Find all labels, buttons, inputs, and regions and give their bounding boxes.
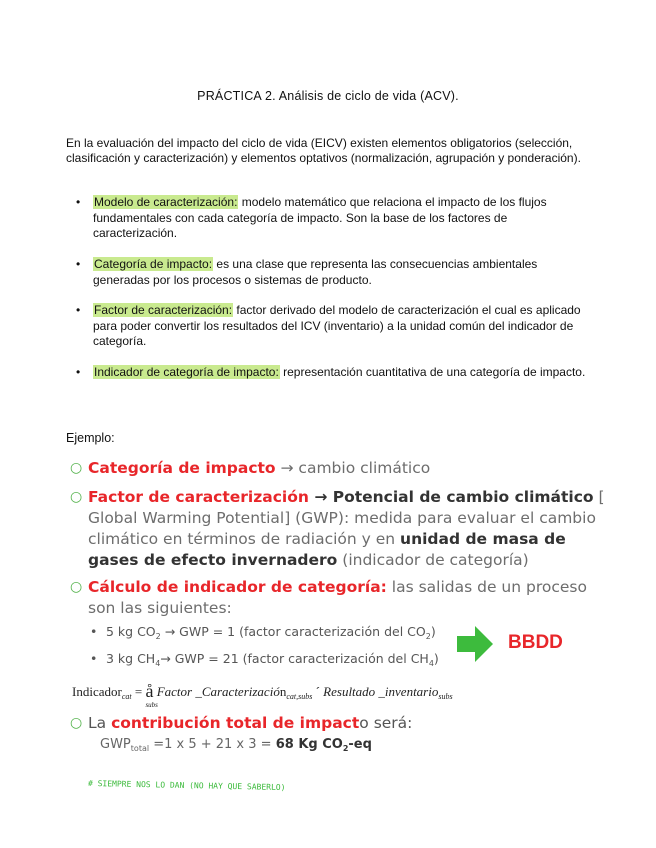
definition-text: modelo matemático que relaciona el impacto de los flujos fundamentales con cada categoría de impacto. Son la base de los factores de caracterización. xyxy=(93,195,547,240)
example-label: Ejemplo: xyxy=(66,431,115,445)
definition-item xyxy=(76,303,592,350)
example-bold-text: Potencial de cambio climático xyxy=(332,488,594,506)
indicator-formula: Indicador$_{cat}$ = å subs Factor _Caracterización$_{cat,subs}$ ´ Resultado _inventario$_{subs}$ xyxy=(72,681,453,709)
example-item-category xyxy=(70,458,610,479)
page-title: PRÁCTICA 2. Análisis de ciclo de vida (ACV). xyxy=(197,89,459,103)
circle-bullet-icon: ○ xyxy=(70,715,83,731)
definition-item xyxy=(76,365,592,381)
gwp-total-calculation: $GWP_{total} =1$ x 5 + 21 x 3 = 68 Kg $CO_2-eq$ xyxy=(100,737,372,753)
bullet-marker: • xyxy=(76,257,81,271)
example-text: o será: xyxy=(359,714,413,732)
example-item-factor xyxy=(70,487,610,571)
example-bold-text: unidad de masa de gases de efecto invernadero xyxy=(88,530,566,569)
arrow-right-icon xyxy=(457,626,493,662)
circle-bullet-icon: ○ xyxy=(70,579,83,595)
example-text: → cambio climático xyxy=(275,459,431,477)
summation-symbol: å xyxy=(145,681,154,701)
example-term: Cálculo de indicador de categoría: xyxy=(88,578,387,596)
example-arrow: → xyxy=(308,488,333,506)
example-text: La xyxy=(88,714,112,732)
example-text: las salidas de un proceso son las siguientes: xyxy=(88,578,587,617)
definition-term: Indicador de categoría de impacto: xyxy=(94,365,279,379)
outputs-list xyxy=(90,621,450,675)
example-term: Categoría de impacto xyxy=(88,459,276,477)
example-item-calculation xyxy=(70,577,610,619)
bullet-marker: • xyxy=(76,365,81,379)
definition-term: Modelo de caracterización: xyxy=(94,195,238,209)
example-term: Factor de caracterización xyxy=(88,488,309,506)
example-text: (indicador de categoría) xyxy=(337,551,529,569)
intro-paragraph: En la evaluación del impacto del ciclo de vida (EICV) existen elementos obligatorios (selección, clasificación y caracterización) y elementos optativos (normalización, agrupación y ponderación). xyxy=(66,136,581,165)
bullet-marker: • xyxy=(90,624,98,639)
circle-bullet-icon: ○ xyxy=(70,460,83,476)
definition-text: factor derivado del modelo de caracterización el cual es aplicado para poder convertir los resultados del ICV (inventario) a la unidad común del indicador de categoría. xyxy=(93,303,581,348)
bullet-marker: • xyxy=(90,651,98,666)
definition-text: es una clase que representa las consecuencias ambientales generadas por los procesos o sistemas de producto. xyxy=(93,257,538,287)
definition-item xyxy=(76,195,592,242)
definition-term: Categoría de impacto: xyxy=(94,257,213,271)
example-text: [ Global Warming Potential] (GWP): medida para evaluar el cambio climático en términos de radiación y en xyxy=(88,488,605,548)
circle-bullet-icon: ○ xyxy=(70,489,83,505)
example-item-total xyxy=(70,713,610,734)
example-term: contribución total de impact xyxy=(111,714,360,732)
list-item: • 3 kg $CH_4\to$ GWP = 21 (factor caracterización del $CH_4$) xyxy=(90,648,450,675)
bullet-marker: • xyxy=(76,195,81,209)
definition-text: representación cuantitativa de una categoría de impacto. xyxy=(279,365,586,379)
list-item: • 5 kg $CO_2$ → GWP = 1 (factor caracterización del $CO_2$) xyxy=(90,621,450,648)
database-label: BBDD xyxy=(508,632,563,653)
definition-item xyxy=(76,257,592,288)
definition-term: Factor de caracterización: xyxy=(94,303,233,317)
handwritten-note: # SIEMPRE NOS LO DAN (NO HAY QUE SABERLO) xyxy=(87,778,286,793)
bullet-marker: • xyxy=(76,303,81,317)
